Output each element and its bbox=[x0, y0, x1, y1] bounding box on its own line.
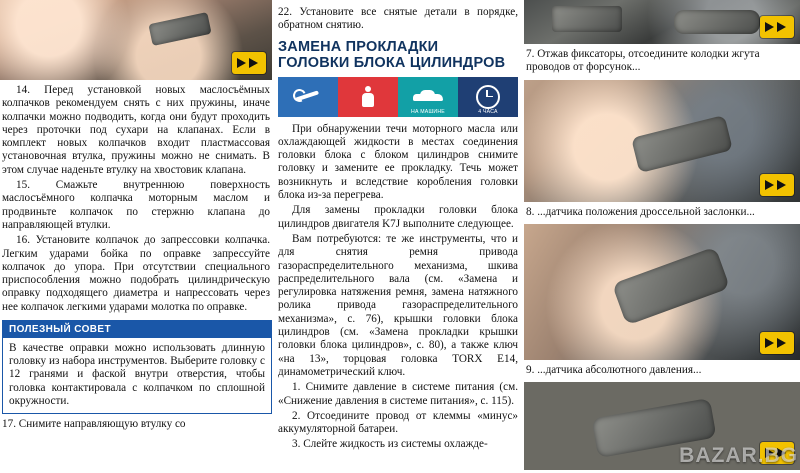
paragraph-15: 15. Смажьте внутреннюю поверхность маслосъёмного колпачка моторным маслом и продвиньте колпачок по стержню клапана до направляющей втулки. bbox=[2, 179, 270, 231]
paragraph-14: 14. Перед установкой новых маслосъёмных колпачков рекомендуем снять с них пружины, иначе колпачки можно подводить, когда они будут проходить через проточки под сухари на клапанах. Если в комплект новых колпачков входит пластмассовая установочная втулка, пружины можно не снимать. В этом случае наденьте втулку на хвостовик клапана. bbox=[2, 84, 270, 176]
paragraph-22: 22. Установите все снятые детали в порядке, обратном снятию. bbox=[278, 6, 518, 32]
useful-advice-box bbox=[2, 320, 272, 414]
wrench-glyph bbox=[293, 88, 323, 106]
car-icon-label: НА МАШИНЕ bbox=[411, 108, 445, 115]
step-1: 1. Снимите давление в системе питания (см. «Снижение давления в системе питания», с. 115). bbox=[278, 381, 518, 407]
car-icon bbox=[398, 77, 458, 117]
person-glyph bbox=[362, 86, 374, 108]
intro-paragraph-2: Для замены прокладки головки блока цилиндров двигателя K7J выполните следующее. bbox=[278, 204, 518, 230]
clock-icon-label: 4 ЧАСА bbox=[478, 108, 498, 115]
car-glyph bbox=[413, 90, 443, 103]
middle-column bbox=[278, 0, 518, 473]
clock-icon bbox=[458, 77, 518, 117]
fast-forward-badge bbox=[232, 52, 266, 74]
person-icon bbox=[338, 77, 398, 117]
section-heading-line-1: ЗАМЕНА ПРОКЛАДКИ bbox=[278, 38, 439, 55]
useful-advice-text: В качестве оправки можно использовать длинную головку из набора инструментов. Выберите головку с 12 гранями и фаской внутри отверстия, чтобы головка контактировала с колпачком по сплошной окружности. bbox=[9, 342, 265, 407]
left-column bbox=[0, 0, 272, 473]
engine-bay-photo bbox=[524, 0, 800, 44]
step-3-partial: 3. Слейте жидкость из системы охлажде- bbox=[292, 438, 488, 451]
wrench-icon bbox=[278, 77, 338, 117]
tools-required-paragraph: Вам потребуются: те же инструменты, что и для снятия ремня привода газораспределительного механизма, шкива распределительного вала (см. «Замена и регулировка натяжения ремня, замена натяжного ролика привода газораспределительного механизма», с. 76), крышки головки блока цилиндров (см. «Замена прокладки крышки головки блока цилиндров», с. 80), а также ключ «на 13», торцовая головка TORX E14, динамометрический ключ. bbox=[278, 232, 518, 378]
tool-shape bbox=[148, 12, 211, 46]
watermark: BAZAR.BG bbox=[679, 444, 798, 468]
job-info-icon-strip bbox=[278, 77, 518, 117]
useful-advice-title: ПОЛЕЗНЫЙ СОВЕТ bbox=[3, 321, 271, 338]
throttle-position-sensor-connector-photo bbox=[524, 224, 800, 360]
clock-glyph bbox=[476, 85, 500, 109]
connector-shape bbox=[631, 115, 733, 173]
paragraph-16: 16. Установите колпачок до запрессовки колпачка. Легким ударами бойка по оправке запрессуйте колпачок до упора. При отсутствии специального приспособления можно подобрать цилиндрическую оправку подходящего диаметра и напрессовать через нее колпачок легкими ударами молотка по оправке. bbox=[2, 234, 270, 313]
paragraph-17-partial: 17. Снимите направляющую втулку со bbox=[2, 418, 186, 431]
section-heading-line-2: ГОЛОВКИ БЛОКА ЦИЛИНДРОВ bbox=[278, 54, 506, 71]
caption-9: 9. ...датчика абсолютного давления... bbox=[526, 363, 702, 376]
intro-paragraph-1: При обнаружении течи моторного масла или охлаждающей жидкости в местах соединения головки блока с блоком цилиндров снимите головку и замените ее прокладку. Течь может возникнуть и вследствие коробления головки блока из-за перегрева. bbox=[278, 122, 518, 202]
absolute-pressure-sensor-connector-photo bbox=[524, 382, 800, 470]
caption-8: 8. ...датчика положения дроссельной заслонки... bbox=[526, 205, 755, 218]
hands-installing-valve-stem-seal-photo bbox=[0, 0, 272, 80]
right-column bbox=[524, 0, 800, 473]
engine-part-shape bbox=[552, 6, 622, 32]
fast-forward-badge bbox=[760, 174, 794, 196]
middle-body-text bbox=[278, 123, 518, 452]
left-body-text bbox=[0, 84, 272, 314]
connector-shape bbox=[612, 246, 730, 325]
fast-forward-badge bbox=[760, 332, 794, 354]
fast-forward-badge bbox=[760, 16, 794, 38]
step-2: 2. Отсоедините провод от клеммы «минус» аккумуляторной батареи. bbox=[278, 409, 518, 436]
caption-7: 7. Отжав фиксаторы, отсоедините колодки жгута проводов от форсунок... bbox=[526, 48, 760, 74]
engine-part-shape bbox=[674, 10, 760, 34]
injector-connector-photo bbox=[524, 80, 800, 202]
section-heading bbox=[278, 39, 518, 71]
